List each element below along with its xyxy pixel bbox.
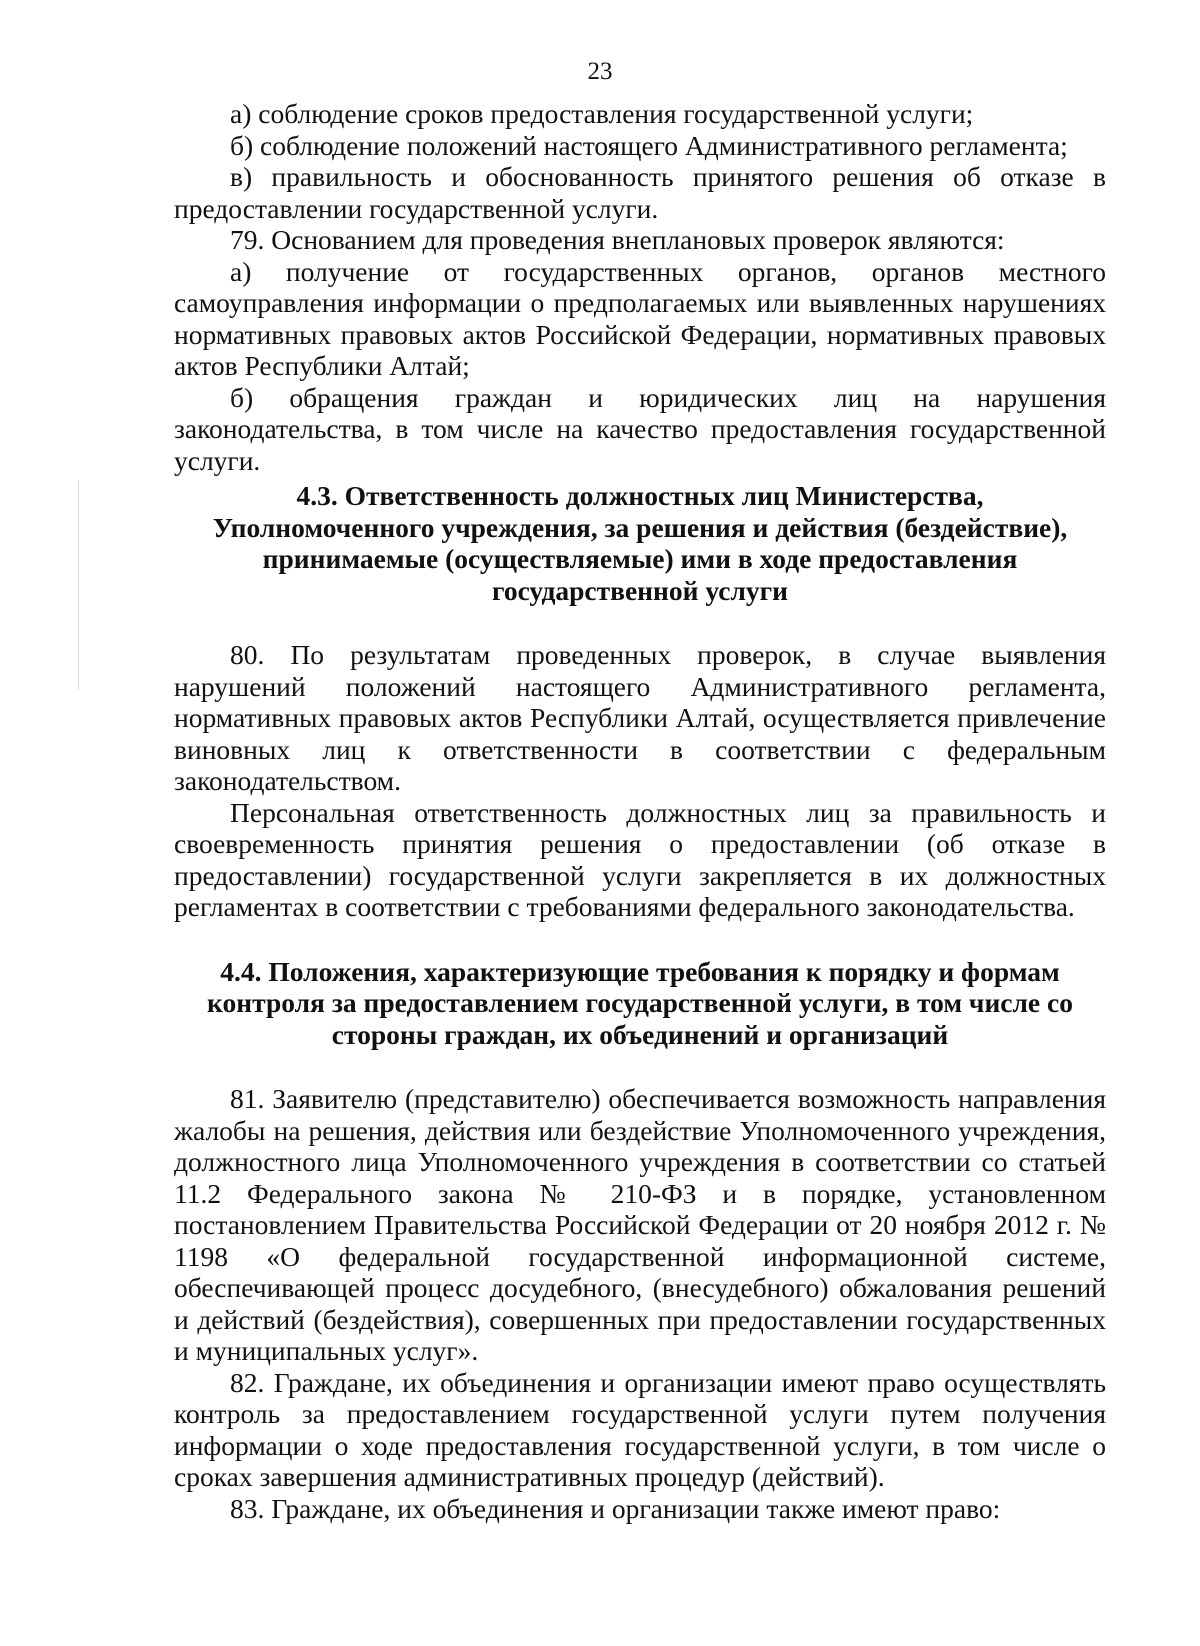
heading-line: стороны граждан, их объединений и организаций — [331, 1018, 949, 1050]
section-heading-4-4 — [174, 956, 1106, 1051]
heading-line: 4.4. Положения, характеризующие требования к порядку и формам — [220, 955, 1060, 987]
paragraph-v-refusal: в) правильность и обоснованность принятого решения об отказе в предоставлении государственной услуги. — [174, 161, 1106, 224]
paragraph-79-b: б) обращения граждан и юридических лиц на нарушения законодательства, в том числе на качество предоставления государственной услуги. — [174, 381, 1106, 476]
heading-line: принимаемые (осуществляемые) ими в ходе предоставления — [262, 543, 1018, 574]
heading-line: 4.3. Ответственность должностных лиц Министерства, — [296, 480, 984, 511]
paragraph-b-compliance: б) соблюдение положений настоящего Административного регламента; — [230, 129, 1068, 161]
heading-line: Уполномоченного учреждения, за решения и действия (бездействие), — [212, 511, 1068, 543]
document-body — [174, 98, 1106, 1524]
heading-line: государственной услуги — [492, 574, 788, 606]
heading-line: контроля за предоставлением государственной услуги, в том числе со — [207, 987, 1073, 1018]
page-number: 23 — [587, 58, 613, 85]
paragraph-83: 83. Граждане, их объединения и организации также имеют право: — [230, 1492, 1001, 1524]
paragraph-81: 81. Заявителю (представителю) обеспечивается возможность направления жалобы на решения, действия или бездействие Уполномоченного учреждения, должностного лица Уполномоченного учреждения в соответствии со статьей 11.2 Федерального закона № 210-ФЗ и в порядке, установленном постановлением Правительства Российской Федерации от 20 ноября 2012 г. № 1198 «О федеральной государственной информационной системе, обеспечивающей процесс досудебного, (внесудебного) обжалования решений и действий (бездействия), совершенных при предоставлении государственных и муниципальных услуг». — [174, 1083, 1106, 1366]
paragraph-a-deadlines: а) соблюдение сроков предоставления государственной услуги; — [230, 98, 974, 129]
paragraph-79: 79. Основанием для проведения внеплановых проверок являются: — [230, 224, 1005, 255]
scan-artifact-line — [78, 480, 79, 690]
paragraph-personal-responsibility: Персональная ответственность должностных лиц за правильность и своевременность принятия решения о предоставлении (об отказе в предоставлении) государственной услуги закрепляется в их должностных регламентах в соответствии с требованиями федерального законодательства. — [174, 796, 1106, 922]
paragraph-82: 82. Граждане, их объединения и организации имеют право осуществлять контроль за предоставлением государственной услуги путем получения информации о ходе предоставления государственной услуги, в том числе о сроках завершения административных процедур (действий). — [174, 1366, 1106, 1492]
paragraph-79-a: а) получение от государственных органов, органов местного самоуправления информации о предполагаемых или выявленных нарушениях нормативных правовых актов Российской Федерации, нормативных правовых актов Республики Алтай; — [174, 255, 1106, 381]
paragraph-80: 80. По результатам проведенных проверок, в случае выявления нарушений положений настоящего Административного регламента, нормативных правовых актов Республики Алтай, осуществляется привлечение виновных лиц к ответственности в соответствии с федеральным законодательством. — [174, 639, 1106, 796]
section-heading-4-3 — [174, 480, 1106, 606]
